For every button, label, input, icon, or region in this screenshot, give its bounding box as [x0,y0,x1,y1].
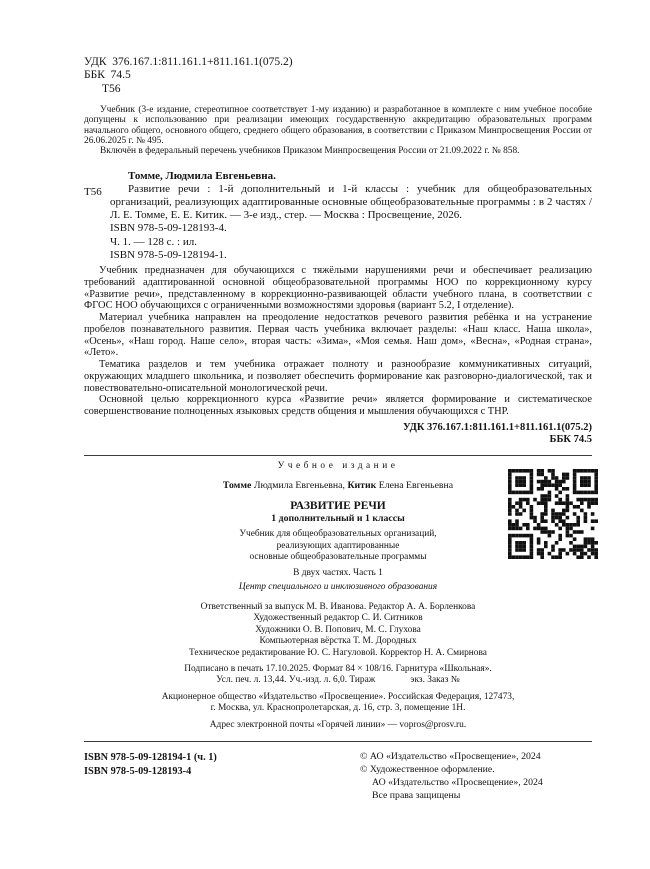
credit-line: Ответственный за выпуск М. В. Иванова. Редактор А. А. Борленкова [200,601,476,612]
qr-code [508,469,598,559]
catalog-entry: Развитие речи : 1-й дополнительный и 1-й классы : учебник для общеобразовательных организаций, реализующих адаптированные основные общеобразовательные программы : в 2 частях / Л. Е. Томме, Е. Е. Китик. — 3-е изд., стер. — Москва : Просвещение, 2026. [110,182,592,222]
bbk-code-bottom: ББК 74.5 [549,434,592,446]
book-description-line-1: Учебник для общеобразовательных организаций, [239,529,437,540]
book-subtitle: 1 дополнительный и 1 классы [271,513,405,525]
copyright-line-3: АО «Издательство «Просвещение», 2024 [372,776,543,788]
credit-line: Художественный редактор С. И. Ситников [253,613,423,624]
federal-list-paragraph: Включён в федеральный перечень учебников Приказом Минпросвещения России от 21.09.2022 г. № 858. [100,146,520,157]
author-sign-code: Т56 [102,82,121,95]
udk-code-bottom: УДК 376.167.1:811.161.1+811.161.1(075.2) [402,421,592,433]
isbn-line-2: ISBN 978-5-09-128193-4 [84,766,192,778]
part-line: Ч. 1. — 128 с. : ил. [110,235,197,248]
admission-notice [84,105,592,157]
credits-list [84,602,592,659]
publisher-line-2: г. Москва, ул. Краснопролетарская, д. 16, стр. 3, помещение 1Н. [210,703,466,714]
book-title: РАЗВИТИЕ РЕЧИ [290,500,386,513]
classification-codes [84,56,592,96]
copyright-line-2: © Художественное оформление. [360,764,495,776]
isbn-part: ISBN 978-5-09-128194-1. [110,248,227,261]
print-line-1: Подписано в печать 17.10.2025. Формат 84 × 108/16. Гарнитура «Школьная». [184,664,492,674]
annotation-paragraph-1: Учебник предназначен для обучающихся с тяжёлыми нарушениями речи и обеспечивает реализацию требований адаптированной основной общеобразовательной программы НОО по коррекционному курсу «Развитие речи», представленному в коррекционно-развивающей области учебного плана, в соответствии с ФГОС НОО обучающихся с ограниченными возможностями здоровья (вариант 5.2, I отделение). [84,265,592,312]
parts-line: В двух частях. Часть 1 [293,567,383,578]
copyright-line-4: Все права защищены [372,789,461,801]
isbn-line-1: ISBN 978-5-09-128194-1 (ч. 1) [84,752,217,764]
book-description-line-3: основные общеобразовательные программы [249,552,427,563]
print-line-2: Усл. печ. л. 13,44. Уч.-изд. л. 6,0. Тираж экз. Заказ № [216,675,460,686]
edition-heading: Учебное издание [277,460,399,471]
book-description-line-2: реализующих адаптированные [276,540,400,551]
annotation-paragraph-4: Основной целью коррекционного курса «Развитие речи» является формирование и систематическое совершенствование полноценных языковых средств общения и мышления обучающихся с ТНР. [84,394,592,418]
hotline-email-line: Адрес электронной почты «Горячей линии» — vopros@prosv.ru. [209,719,467,730]
isbn-block [84,751,217,802]
bottom-classification-codes [84,422,592,447]
catalog-author: Томме, Людмила Евгеньевна. [128,169,276,182]
publisher-line-1: Акционерное общество «Издательство «Просвещение». Российская Федерация, 127473, [161,691,515,702]
bottom-imprint [84,751,592,802]
annotation-block [84,265,592,418]
isbn-parent: ISBN 978-5-09-128193-4. [110,222,227,235]
credit-line: Художники О. В. Попович, М. С. Глухова [255,624,421,635]
author-surname-2: Китик [347,480,377,492]
center-name: Центр специального и инклюзивного образования [238,582,438,593]
divider-rule-bottom [84,741,592,742]
edition-block [84,461,592,731]
publisher-info [84,692,592,715]
annotation-paragraph-3: Тематика разделов и тем учебника отражает полноту и разнообразие коммуникативных ситуаций, окружающих младшего школьника, и позволяет обеспечить формирование как разговорно-диалогической, так и повествовательно-описательной монологической речи. [84,359,592,394]
bbk-code: ББК 74.5 [84,69,131,82]
author-surname-1: Томме [222,480,252,492]
udk-code: УДК 376.167.1:811.161.1+811.161.1(075.2) [84,56,293,68]
author-name-2: Елена Евгеньевна [376,480,454,492]
cip-author-code: Т56 [84,185,102,198]
cataloguing-block [84,170,592,262]
author-name-1: Людмила Евгеньевна, [251,480,348,492]
copyright-line-1: © АО «Издательство «Просвещение», 2024 [360,751,541,763]
credit-line: Компьютерная вёрстка Т. М. Дородных [259,636,417,647]
divider-rule-top [84,455,592,456]
copyright-block [360,751,592,802]
print-info [84,664,592,687]
admission-paragraph: Учебник (3-е издание, стереотипное соответствует 1-му изданию) и разработанное в комплекте с ним учебное пособие допущены к использованию при реализации имеющих государственную аккредитацию образовательных программ начального общего, основного общего, среднего общего образования, в соответствии с Приказом Минпросвещения России от 26.06.2025 г. № 495. [84,104,592,147]
annotation-paragraph-2: Материал учебника направлен на преодоление недостатков речевого развития ребёнка и на устранение пробелов познавательного развития. Первая часть учебника включает разделы: «Наш класс. Наша школа», «Осень», «Наш город. Наше село», вторая часть: «Зима», «Моя семья. Наш дом», «Весна», «Родная страна», «Лето». [84,312,592,359]
credit-line: Техническое редактирование Ю. С. Нагуловой. Корректор Н. А. Смирнова [189,647,487,658]
